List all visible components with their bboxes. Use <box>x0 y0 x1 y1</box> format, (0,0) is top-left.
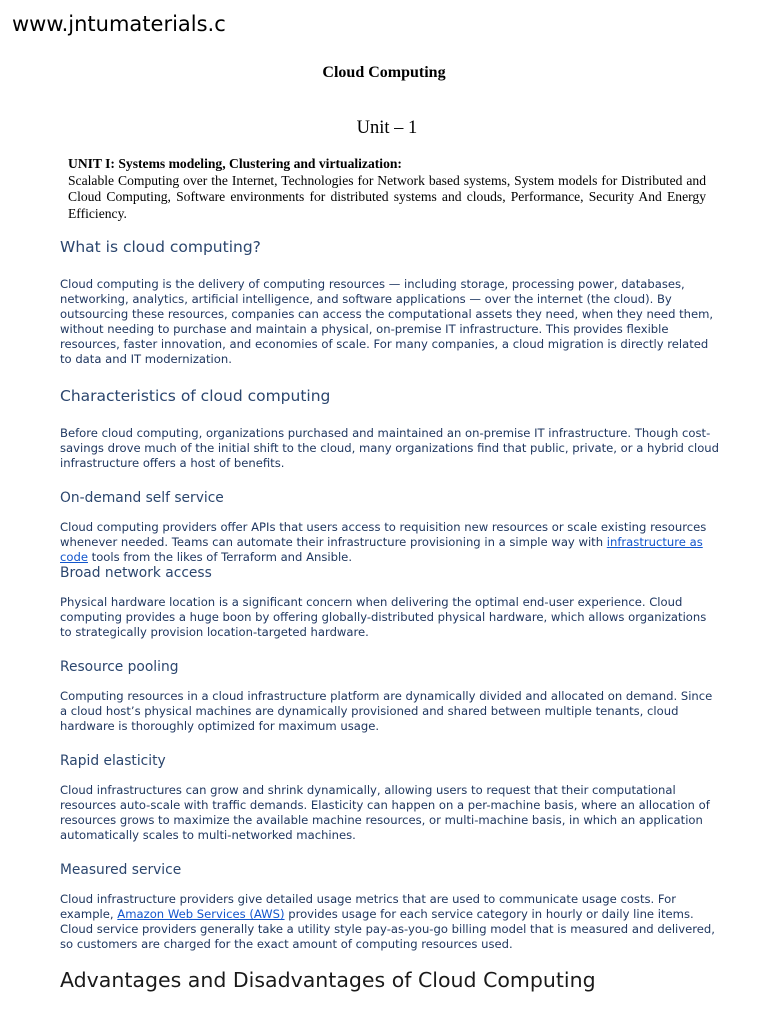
broad-network-body: Physical hardware location is a significant concern when delivering the optimal end-user experience. Cloud computing provides a huge boon by offering globally-distributed physical hardware, which allows organizations to strategically provision location-targeted hardware. <box>60 595 707 640</box>
measured-service-text-2: provides usage for each service category in hourly or daily line items. Cloud service providers generally take a utility style pay-as-you-go billing model that is measured and delivered, so customers are charged for the exact amount of computing resources used. <box>60 907 715 952</box>
advantages-heading: Advantages and Disadvantages of Cloud Computing <box>60 968 596 992</box>
infrastructure-as-code-link[interactable]: infrastructure as code <box>60 535 703 565</box>
measured-service-heading: Measured service <box>60 862 182 878</box>
aws-link[interactable]: Amazon Web Services (AWS) <box>117 907 285 922</box>
unit-title: Unit – 1 <box>356 118 418 138</box>
resource-pooling-heading: Resource pooling <box>60 659 179 675</box>
what-is-body: Cloud computing is the delivery of computing resources — including storage, processing power, databases, networking, analytics, artificial intelligence, and software applications — over the internet (the cloud). By outsourcing these resources, companies can access the computational assets they need, when they need them, without needing to purchase and maintain a physical, on-premise IT infrastructure. This provides flexible resources, faster innovation, and economies of scale. For many companies, a cloud migration is directly related to data and IT modernization. <box>60 277 714 367</box>
rapid-elasticity-heading: Rapid elasticity <box>60 753 166 769</box>
on-demand-text-2: tools from the likes of Terraform and Ansible. <box>87 550 353 565</box>
document-title: Cloud Computing <box>322 64 446 81</box>
syllabus-block <box>68 156 706 222</box>
characteristics-body: Before cloud computing, organizations purchased and maintained an on-premise IT infrastructure. Though cost-savings drove much of the initial shift to the cloud, many organizations find that public, private, or a hybrid cloud infrastructure offers a host of benefits. <box>60 426 719 471</box>
rapid-elasticity-body: Cloud infrastructures can grow and shrink dynamically, allowing users to request that their computational resources auto-scale with traffic demands. Elasticity can happen on a per-machine basis, where an allocation of resources grows to maximize the available machine resources, or multi-machine basis, in which an application automatically scales to multi-networked machines. <box>60 783 710 843</box>
measured-service-body <box>60 892 720 952</box>
site-watermark: www.jntumaterials.c <box>12 12 226 36</box>
resource-pooling-body: Computing resources in a cloud infrastructure platform are dynamically divided and allocated on demand. Since a cloud host’s physical machines are dynamically provisioned and shared between multiple tenants, cloud hardware is thoroughly optimized for maximum usage. <box>60 689 713 734</box>
on-demand-body <box>60 520 720 565</box>
measured-service-text-1: Cloud infrastructure providers give detailed usage metrics that are used to communicate usage costs. For example, <box>60 892 677 922</box>
what-is-heading: What is cloud computing? <box>60 238 261 256</box>
on-demand-heading: On-demand self service <box>60 490 224 506</box>
syllabus-body: Scalable Computing over the Internet, Technologies for Network based systems, System models for Distributed and Cloud Computing, Software environments for distributed systems and clouds, Performance, Security And Energy Efficiency. <box>68 172 706 221</box>
syllabus-heading: UNIT I: Systems modeling, Clustering and virtualization: <box>68 156 402 171</box>
on-demand-text-1: Cloud computing providers offer APIs that users access to requisition new resources or scale existing resources whenever needed. Teams can automate their infrastructure provisioning in a simple way with <box>60 520 707 550</box>
broad-network-heading: Broad network access <box>60 565 212 581</box>
characteristics-heading: Characteristics of cloud computing <box>60 387 331 405</box>
